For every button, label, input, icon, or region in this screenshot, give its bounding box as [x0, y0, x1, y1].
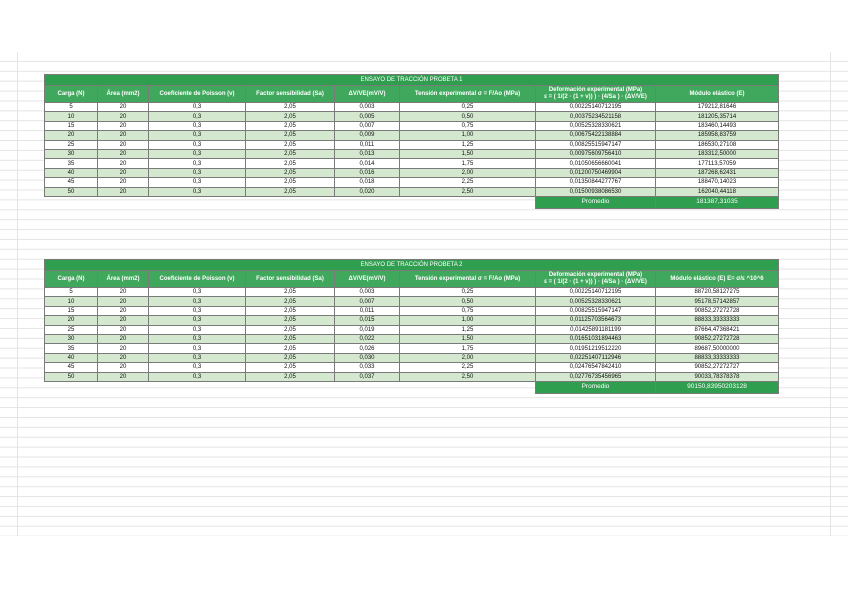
table-cell: 45 [45, 178, 98, 187]
table-cell: 0,016 [335, 168, 400, 177]
table-cell: 5 [45, 288, 98, 297]
page-bottom-margin [0, 536, 848, 599]
table-cell: 20 [98, 131, 149, 140]
table-cell: 0,013 [335, 149, 400, 158]
table-cell: 15 [45, 306, 98, 315]
table-row [45, 168, 779, 177]
table-cell: 0,011 [335, 306, 400, 315]
table-cell: 0,007 [335, 297, 400, 306]
table-cell: 0,00825515947147 [536, 306, 656, 315]
table-cell: 20 [98, 103, 149, 112]
table-cell: 20 [98, 316, 149, 325]
table-cell: 1,50 [400, 149, 536, 158]
table-cell: 2,05 [246, 353, 335, 362]
table-row [45, 112, 779, 121]
col-header: Tensión experimental σ = F/Ao (MPa) [400, 86, 536, 103]
table-row [45, 159, 779, 168]
table-body [45, 288, 779, 382]
table-cell: 35 [45, 159, 98, 168]
table-cell: 179212,81646 [656, 103, 779, 112]
table-cell: 0,00525328330621 [536, 121, 656, 130]
table-row [45, 149, 779, 158]
page-top-margin [0, 0, 848, 52]
col-header: Carga (N) [45, 86, 98, 103]
table-row [45, 187, 779, 196]
table-cell: 0,02476547842410 [536, 363, 656, 372]
promedio-label: Promedio [536, 196, 656, 208]
table-cell: 0,037 [335, 372, 400, 381]
table-cell: 25 [45, 325, 98, 334]
table-cell: 0,25 [400, 288, 536, 297]
table-cell: 20 [98, 178, 149, 187]
table-cell: 0,3 [149, 288, 246, 297]
table-cell: 35 [45, 344, 98, 353]
table-cell: 0,3 [149, 316, 246, 325]
table-cell: 0,02251407112946 [536, 353, 656, 362]
table-cell: 0,019 [335, 325, 400, 334]
table-cell: 20 [45, 131, 98, 140]
table-cell: 20 [98, 325, 149, 334]
table-cell: 0,25 [400, 103, 536, 112]
table-cell: 0,022 [335, 334, 400, 343]
col-header: ΔV/VE(mV/V) [335, 86, 400, 103]
table-cell: 20 [98, 344, 149, 353]
table-cell: 177113,57059 [656, 159, 779, 168]
table-cell: 2,05 [246, 344, 335, 353]
promedio-value: 90150,83950203128 [656, 381, 779, 393]
table-cell: 1,75 [400, 344, 536, 353]
table-row [45, 363, 779, 372]
table-cell: 0,50 [400, 297, 536, 306]
table-cell: 2,05 [246, 103, 335, 112]
grid-col-line [830, 52, 831, 536]
table-cell: 1,25 [400, 140, 536, 149]
table-cell: 10 [45, 297, 98, 306]
table-cell: 0,3 [149, 334, 246, 343]
table-cell: 0,00225140712195 [536, 103, 656, 112]
table-cell: 0,01125703564673 [536, 316, 656, 325]
table-cell: 0,3 [149, 306, 246, 315]
table-cell: 2,00 [400, 168, 536, 177]
table-cell: 1,25 [400, 325, 536, 334]
table-title: ENSAYO DE TRACCIÓN PROBETA 1 [45, 75, 779, 86]
table-cell: 2,05 [246, 140, 335, 149]
col-header: Factor sensibilidad (Sa) [246, 271, 335, 288]
table-cell: 0,01500938086530 [536, 187, 656, 196]
table-cell: 0,009 [335, 131, 400, 140]
header-line: ε = ( 1/(2 · (1 + v)) ) · (4/Sa ) · (ΔV/VE) [544, 279, 647, 285]
table-cell: 2,05 [246, 288, 335, 297]
table-cell: 50 [45, 187, 98, 196]
table-cell: 5 [45, 103, 98, 112]
table-cell: 0,01951219512220 [536, 344, 656, 353]
table-cell: 187268,62431 [656, 168, 779, 177]
col-header: Carga (N) [45, 271, 98, 288]
table-cell: 0,3 [149, 149, 246, 158]
table-cell: 20 [98, 121, 149, 130]
table-cell: 20 [98, 112, 149, 121]
table-cell: 0,3 [149, 112, 246, 121]
table-cell: 20 [98, 159, 149, 168]
table-cell: 0,00675422138884 [536, 131, 656, 140]
table-cell: 30 [45, 334, 98, 343]
table-cell: 2,05 [246, 112, 335, 121]
table-cell: 0,3 [149, 168, 246, 177]
table-cell: 20 [98, 372, 149, 381]
table-row [45, 344, 779, 353]
table-cell: 0,011 [335, 140, 400, 149]
table-row [45, 372, 779, 381]
table-cell: 25 [45, 140, 98, 149]
table-cell: 87664,47368421 [656, 325, 779, 334]
table-cell: 20 [98, 306, 149, 315]
table-cell: 90852,27272727 [656, 363, 779, 372]
table-cell: 0,50 [400, 112, 536, 121]
table-cell: 30 [45, 149, 98, 158]
table-cell: 1,50 [400, 334, 536, 343]
table-cell: 90852,27272728 [656, 334, 779, 343]
table-cell: 0,3 [149, 121, 246, 130]
promedio-value: 181387,31035 [656, 196, 779, 208]
header-line: Deformación experimental (MPa) [548, 87, 643, 94]
col-header: Módulo elástico (E) E= σ/ε ^10^6 [656, 271, 779, 288]
table-cell: 181205,35714 [656, 112, 779, 121]
table-cell: 0,3 [149, 159, 246, 168]
table-cell: 0,00975609756410 [536, 149, 656, 158]
table-cell: 2,00 [400, 353, 536, 362]
col-header: Área (mm2) [98, 271, 149, 288]
table-cell: 0,005 [335, 112, 400, 121]
table-cell: 162040,44118 [656, 187, 779, 196]
table-row [45, 103, 779, 112]
col-header: Módulo elástico (E) [656, 86, 779, 103]
table-cell: 0,3 [149, 140, 246, 149]
col-header: Factor sensibilidad (Sa) [246, 86, 335, 103]
table-cell: 183312,50000 [656, 149, 779, 158]
table-cell: 0,007 [335, 121, 400, 130]
table-cell: 0,3 [149, 178, 246, 187]
table-cell: 0,02776735456965 [536, 372, 656, 381]
table-cell: 90033,78378378 [656, 372, 779, 381]
table-cell: 2,25 [400, 178, 536, 187]
table-cell: 2,05 [246, 159, 335, 168]
table-row [45, 306, 779, 315]
table-cell: 2,05 [246, 131, 335, 140]
table-cell: 0,00525328330621 [536, 297, 656, 306]
table-cell: 185958,83759 [656, 131, 779, 140]
table-cell: 188470,14023 [656, 178, 779, 187]
table-cell: 1,00 [400, 131, 536, 140]
tabla-probeta-2 [44, 259, 779, 394]
grid-col-line [17, 52, 18, 536]
table-cell: 0,015 [335, 316, 400, 325]
table-cell: 0,3 [149, 297, 246, 306]
table-cell: 2,05 [246, 178, 335, 187]
table-cell: 0,020 [335, 187, 400, 196]
table-cell: 0,030 [335, 353, 400, 362]
table-cell: 20 [98, 363, 149, 372]
table-cell: 20 [98, 288, 149, 297]
table-cell: 2,05 [246, 372, 335, 381]
table-cell: 0,003 [335, 103, 400, 112]
table-cell: 2,05 [246, 297, 335, 306]
table-row [45, 140, 779, 149]
col-header: ΔV/VE(mV/V) [335, 271, 400, 288]
table-cell: 20 [98, 140, 149, 149]
table-cell: 0,75 [400, 306, 536, 315]
table-cell: 0,3 [149, 353, 246, 362]
table-row [45, 325, 779, 334]
table-cell: 2,05 [246, 325, 335, 334]
header-line: Deformación experimental (MPa) [548, 272, 643, 279]
table-cell: 0,003 [335, 288, 400, 297]
table-cell: 0,3 [149, 103, 246, 112]
table-cell: 2,50 [400, 372, 536, 381]
table-cell: 20 [98, 149, 149, 158]
table-cell: 1,75 [400, 159, 536, 168]
table-cell: 0,026 [335, 344, 400, 353]
table-cell: 0,01050656660041 [536, 159, 656, 168]
col-header-deformacion [536, 86, 656, 103]
table-cell: 0,01425891181199 [536, 325, 656, 334]
table-cell: 0,3 [149, 325, 246, 334]
table-cell: 2,50 [400, 187, 536, 196]
col-header: Coeficiente de Poisson (v) [149, 271, 246, 288]
table-cell: 50 [45, 372, 98, 381]
table-cell: 88720,58127275 [656, 288, 779, 297]
table-cell: 2,05 [246, 316, 335, 325]
table-cell: 0,3 [149, 344, 246, 353]
table-row [45, 131, 779, 140]
table-cell: 2,05 [246, 187, 335, 196]
blank-cell [45, 196, 536, 208]
table-cell: 0,033 [335, 363, 400, 372]
table-cell: 0,3 [149, 363, 246, 372]
table-row [45, 334, 779, 343]
table-row [45, 353, 779, 362]
table-row [45, 297, 779, 306]
table-cell: 2,05 [246, 363, 335, 372]
blank-cell [45, 381, 536, 393]
col-header: Coeficiente de Poisson (v) [149, 86, 246, 103]
table-cell: 183460,14493 [656, 121, 779, 130]
col-header-deformacion [536, 271, 656, 288]
tabla-probeta-1 [44, 74, 779, 209]
table-cell: 0,3 [149, 131, 246, 140]
table-cell: 0,014 [335, 159, 400, 168]
table-cell: 0,3 [149, 372, 246, 381]
table-row [45, 288, 779, 297]
table-cell: 2,05 [246, 121, 335, 130]
col-header: Área (mm2) [98, 86, 149, 103]
table-cell: 2,05 [246, 168, 335, 177]
table-title: ENSAYO DE TRACCIÓN PROBETA 2 [45, 260, 779, 271]
table-cell: 20 [98, 334, 149, 343]
table-cell: 40 [45, 353, 98, 362]
table-row [45, 121, 779, 130]
table-cell: 45 [45, 363, 98, 372]
table-cell: 0,75 [400, 121, 536, 130]
table-cell: 0,00225140712195 [536, 288, 656, 297]
table-body [45, 103, 779, 197]
table-cell: 0,01651031894463 [536, 334, 656, 343]
table-row [45, 178, 779, 187]
table-cell: 88833,33333333 [656, 316, 779, 325]
table-cell: 1,00 [400, 316, 536, 325]
table-cell: 88833,33333333 [656, 353, 779, 362]
table-cell: 0,00375234521158 [536, 112, 656, 121]
table-cell: 0,01200750469904 [536, 168, 656, 177]
table-cell: 20 [45, 316, 98, 325]
table-cell: 95178,57142857 [656, 297, 779, 306]
table-cell: 2,25 [400, 363, 536, 372]
table-cell: 186530,27108 [656, 140, 779, 149]
table-cell: 20 [98, 187, 149, 196]
table-cell: 15 [45, 121, 98, 130]
header-line: ε = ( 1/(2 · (1 + v)) ) · (4/Sa ) · (ΔV/VE) [544, 94, 647, 100]
table-cell: 0,018 [335, 178, 400, 187]
table-cell: 20 [98, 353, 149, 362]
table-cell: 40 [45, 168, 98, 177]
col-header: Tensión experimental σ = F/Ao (MPa) [400, 271, 536, 288]
table-cell: 0,3 [149, 187, 246, 196]
table-cell: 0,01350844277767 [536, 178, 656, 187]
table-cell: 20 [98, 168, 149, 177]
table-cell: 2,05 [246, 334, 335, 343]
table-cell: 0,00825515947147 [536, 140, 656, 149]
table-cell: 90852,27272728 [656, 306, 779, 315]
table-cell: 89687,50000000 [656, 344, 779, 353]
table-cell: 20 [98, 297, 149, 306]
promedio-label: Promedio [536, 381, 656, 393]
table-row [45, 316, 779, 325]
table-cell: 2,05 [246, 306, 335, 315]
table-cell: 2,05 [246, 149, 335, 158]
table-cell: 10 [45, 112, 98, 121]
